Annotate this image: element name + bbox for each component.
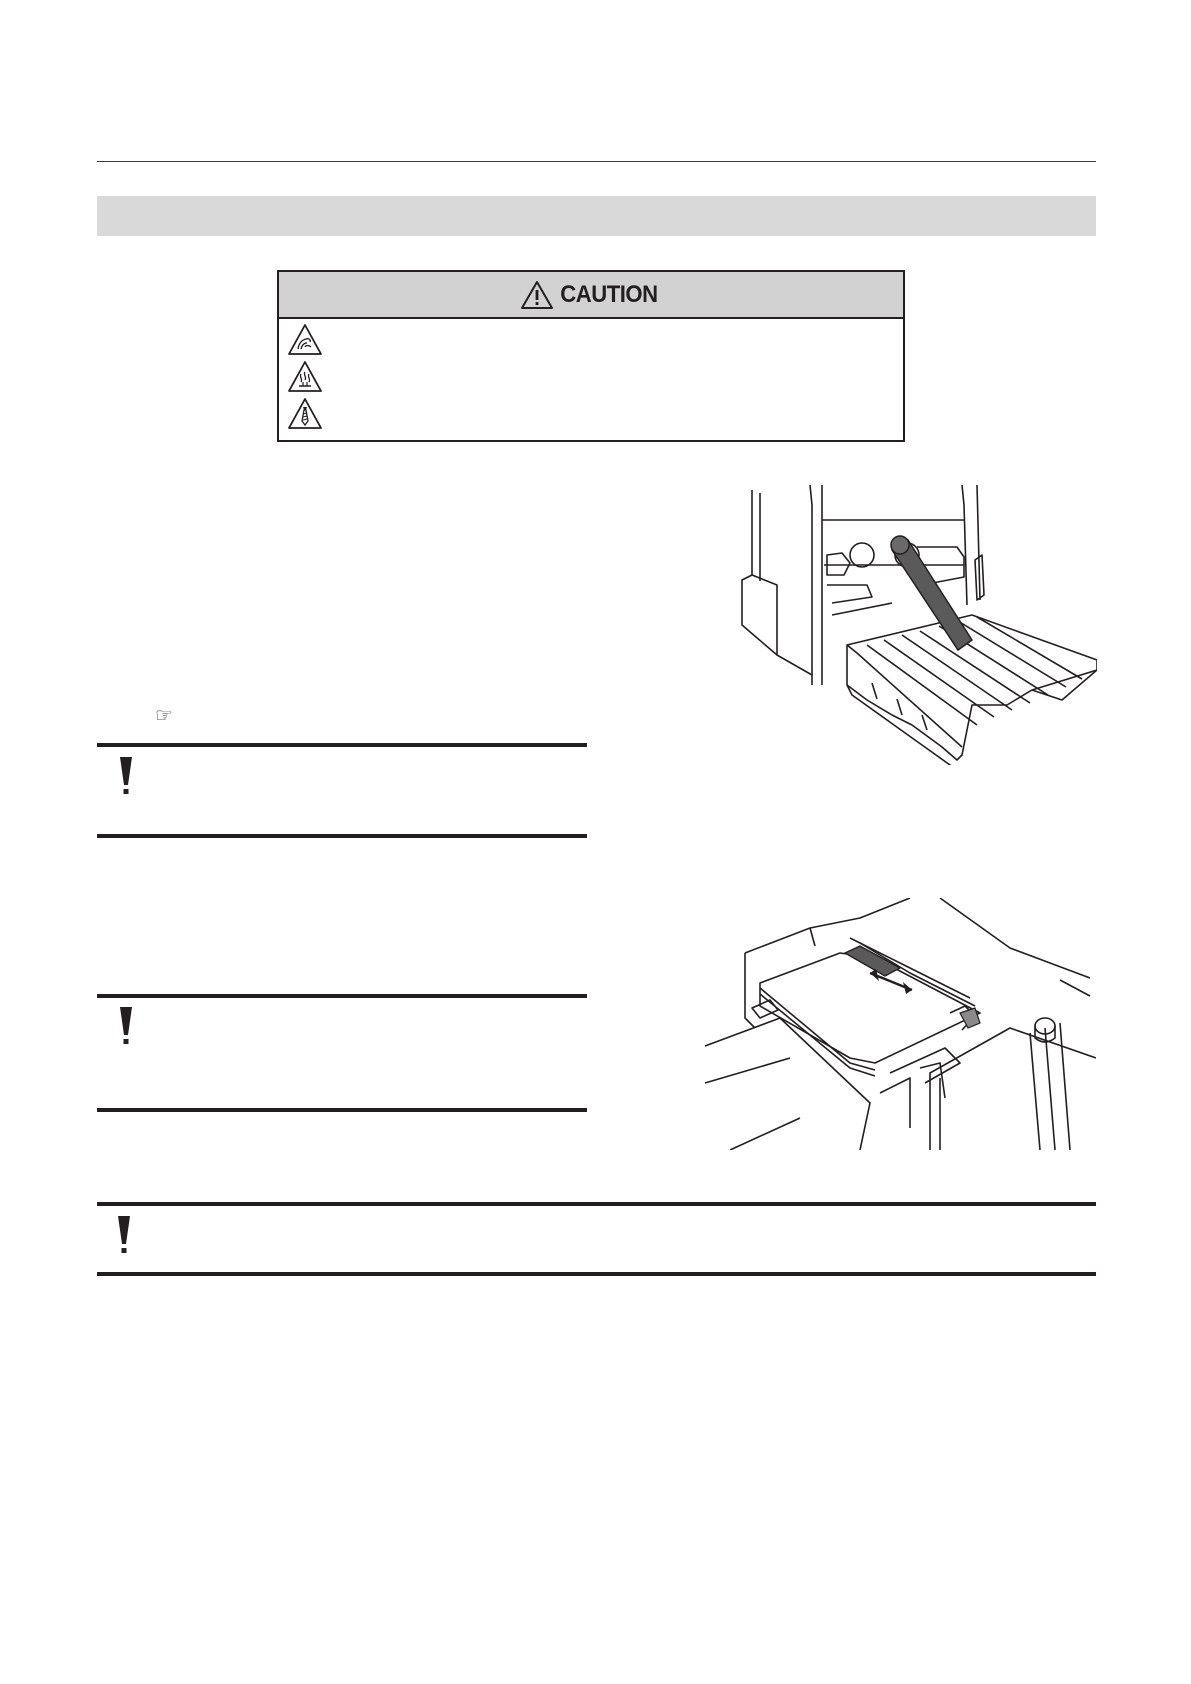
caution-row-1 bbox=[287, 322, 897, 358]
caution-header bbox=[279, 272, 903, 319]
note-3-bottom-rule bbox=[97, 1272, 1096, 1276]
reference-pointer-icon: ☞ bbox=[155, 705, 173, 727]
caution-row-3 bbox=[287, 396, 897, 432]
note-1-bottom-rule bbox=[97, 834, 587, 838]
exclamation-icon bbox=[116, 755, 136, 799]
note-3-top-rule bbox=[97, 1202, 1096, 1206]
header-rule bbox=[97, 161, 1096, 162]
hand-pinch-warning-icon bbox=[287, 323, 323, 357]
exclamation-icon bbox=[116, 1005, 136, 1049]
caution-row-2 bbox=[287, 359, 897, 395]
note-2-top-rule bbox=[97, 994, 587, 998]
hot-surface-warning-icon bbox=[287, 360, 323, 394]
paper-guide-figure bbox=[700, 898, 1096, 1150]
caution-title: CAUTION bbox=[560, 280, 658, 308]
section-heading-band bbox=[97, 196, 1096, 236]
caution-box bbox=[277, 270, 905, 442]
note-2-bottom-rule bbox=[97, 1108, 587, 1112]
note-1-top-rule bbox=[97, 743, 587, 747]
entanglement-tie-warning-icon bbox=[287, 397, 323, 431]
warning-triangle-icon bbox=[520, 280, 554, 310]
exclamation-icon bbox=[114, 1214, 134, 1258]
paper-feed-tray-figure bbox=[732, 485, 1097, 765]
